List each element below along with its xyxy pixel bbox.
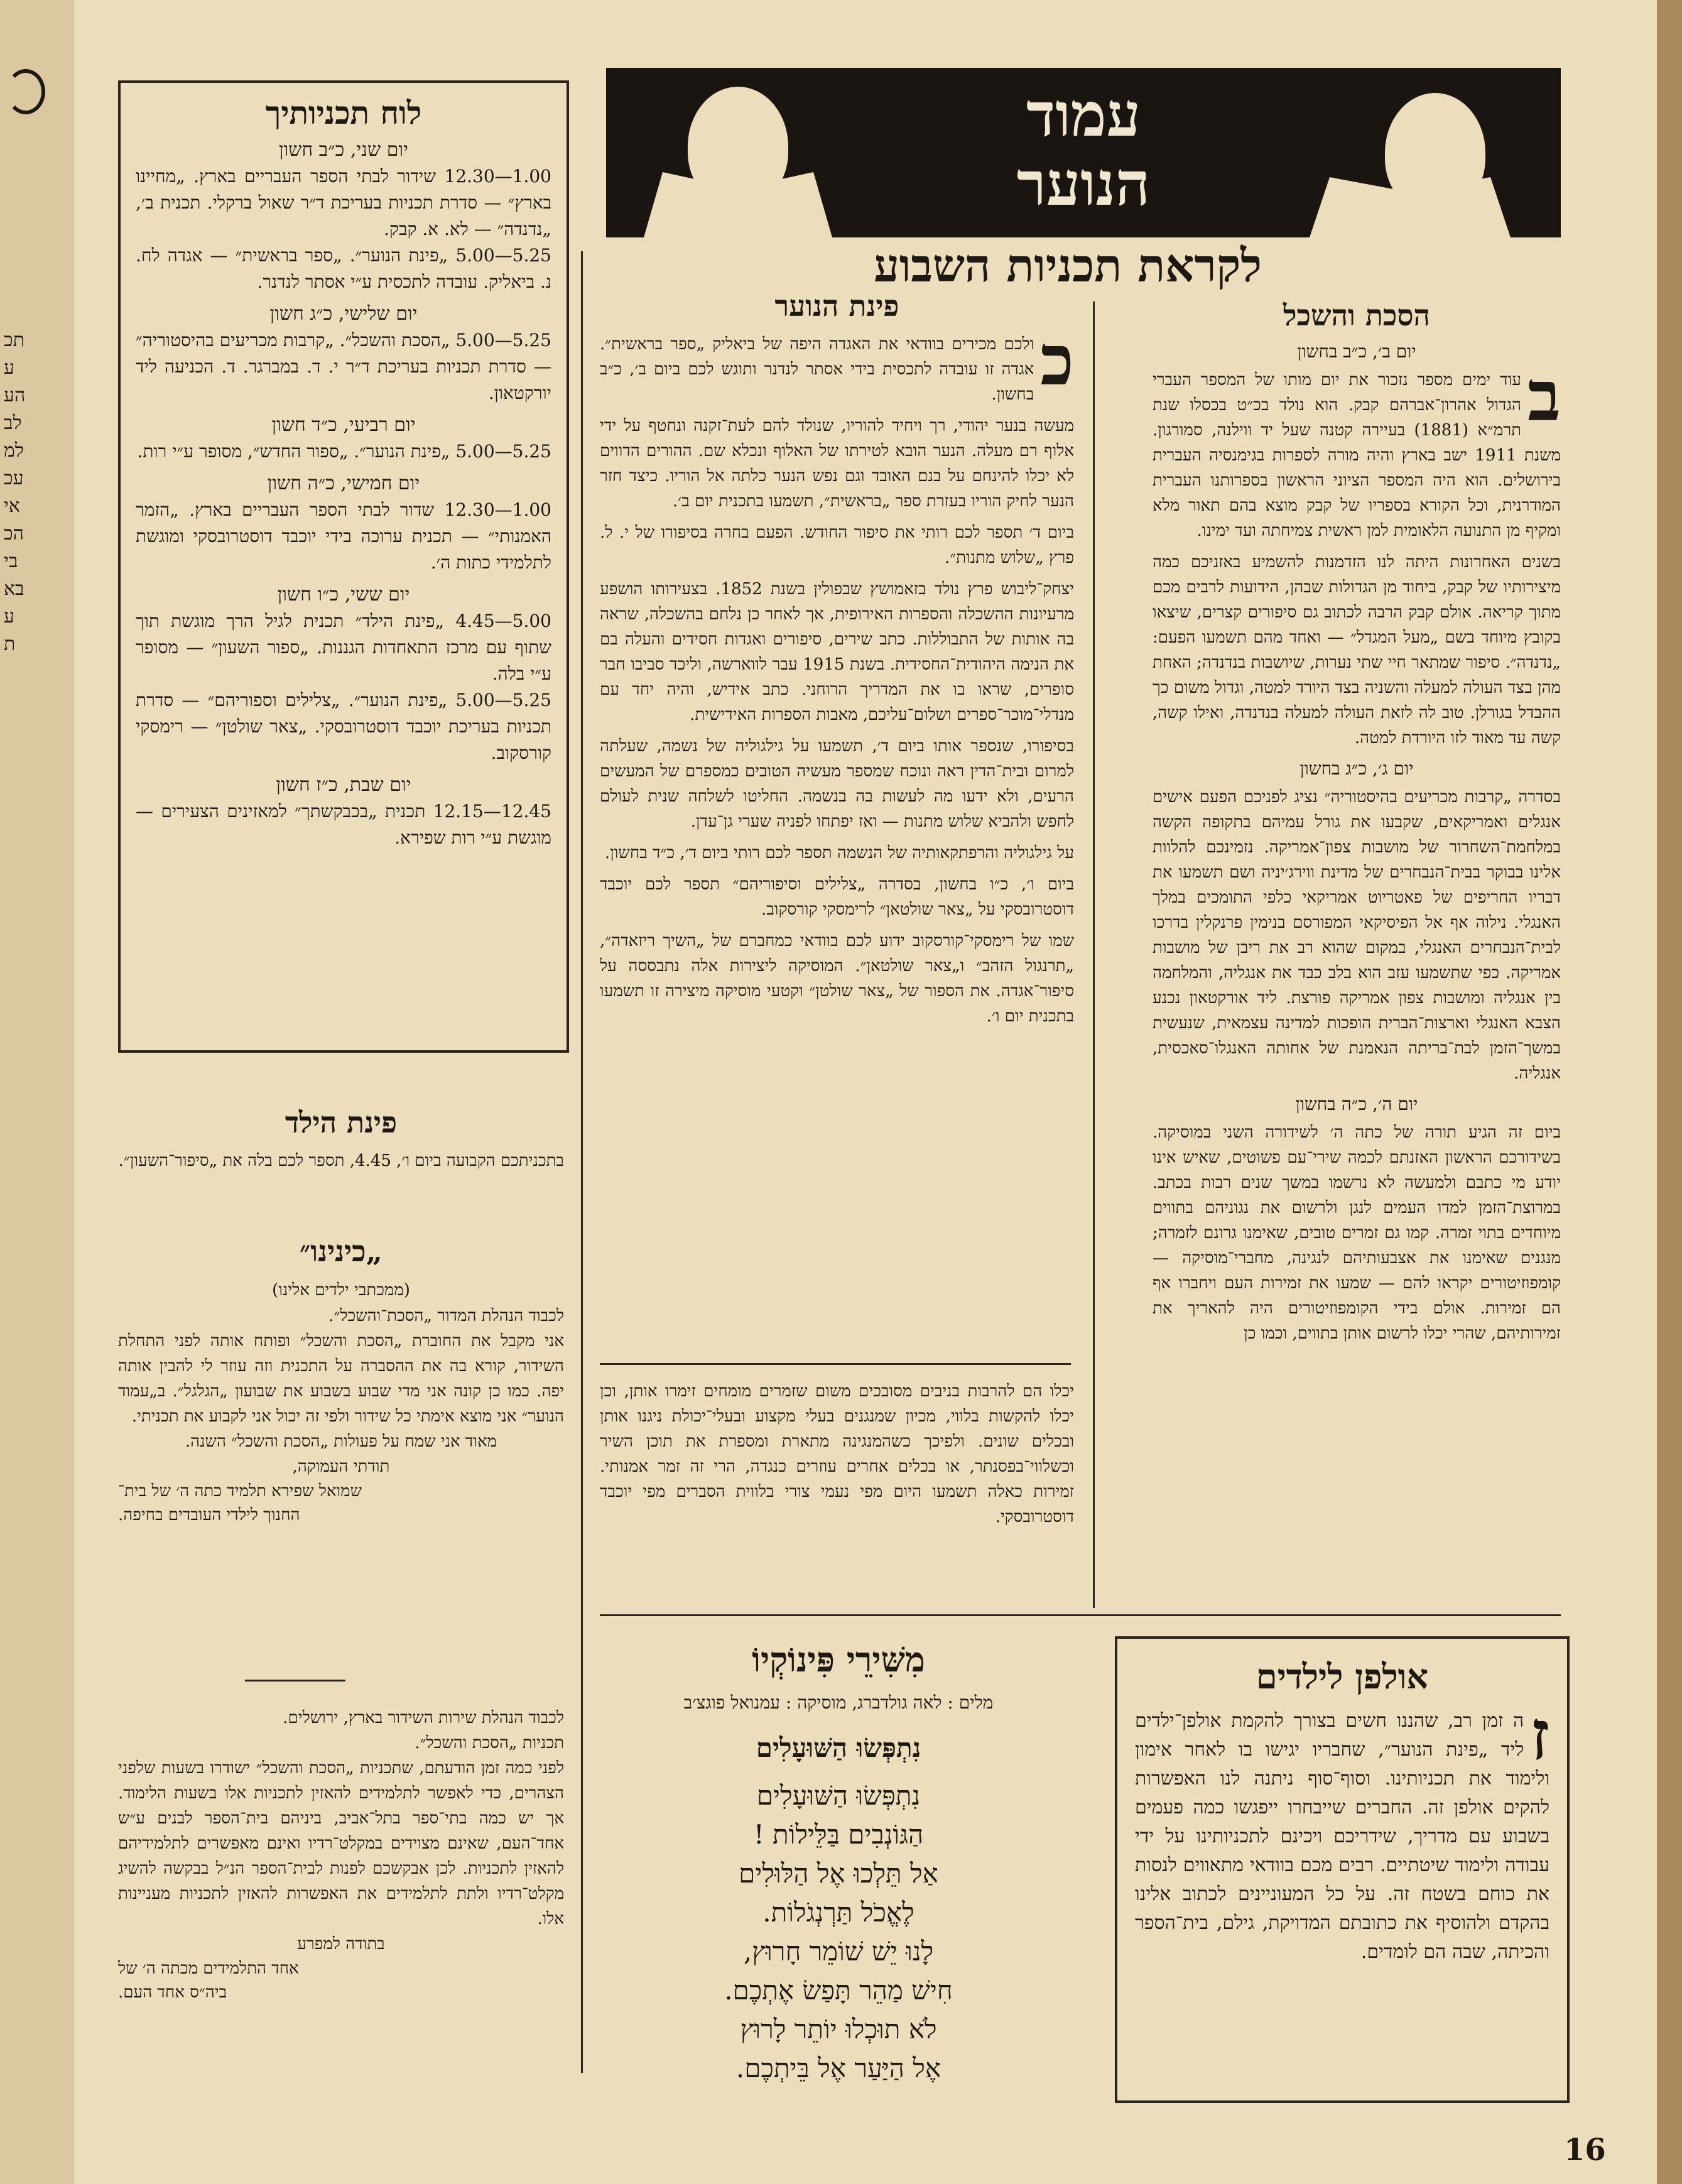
main-title: לקראת תכניות השבוע xyxy=(874,239,1262,292)
letter1-sig-line2: החנוך לילדי העובדים בחיפה. xyxy=(118,1506,300,1524)
schedule-day-heading: יום חמישי, כ״ה חשון xyxy=(267,472,420,494)
letter1-thanks: תודתי העמוקה, xyxy=(292,1457,390,1476)
prev-page-fragment: לב xyxy=(4,412,22,434)
letters-subheading: (ממכתבי ילדים אלינו) xyxy=(272,1281,410,1300)
schedule-day-heading: יום רביעי, כ״ד חשון xyxy=(271,414,416,436)
schedule-item: 1.00—12.30 שדור לבתי הספר העבריים בארץ. „הזמר האמנותי״ — תכנית ערוכה בידי יוכבד דוסטרובסקי ומוגשת לתלמידי כתות ה׳. xyxy=(136,499,551,573)
prev-page-fragment: הכ xyxy=(4,523,24,545)
letter2 xyxy=(118,1705,564,2004)
prev-page-fragment: עכ xyxy=(4,467,24,489)
child-corner xyxy=(118,1106,564,1173)
prev-page-fragment: ע xyxy=(4,357,14,379)
music-divider xyxy=(600,1363,1071,1365)
lecture-day-1: יום ב׳, כ״ב בחשון xyxy=(1297,341,1416,362)
music-continuation xyxy=(600,1379,1074,1536)
prev-page-fragment: ע xyxy=(4,606,14,627)
lecture-paragraph-3: בסדרה „קרבות מכריעים בהיסטוריה״ נציג לפניכם הפעם אישים אנגלים ואמריקאים, שקבעו את גורל עמיהם בתקופה הקשה במלחמת־השחרור של מושבות צפון־אמריקה. נזמינכם להלוות אלינו בבוקר בבית־הנבחרים של מדינת ווירג׳יניה ושם תשמעו את דבריו החריפים של פאטריוט אמריקאי כלפי התומכים במלך האנגלי. נילוה אף אל הפיסיקאי המפורסם בנימין פרנקלין בדרכו לבית־הנבחרים האנגלי, במקום שהוא רב את ריבן של מושבות אמריקה. כפי שתשמעו עזב הוא בלב כבד את אנגליה, והמלחמה בין אנגליה ומושבות צפון אמריקה פורצת. ליד אורקטאון נכנע הצבא האנגלי וארצות־הברית הופכות למדינה עצמאית, שנעשית במשך־הזמן לבת־בריתה הנאמנת של אחותה האנגלו־סאכסית, אנגליה. xyxy=(1153,788,1561,1083)
schedule-title: לוח תכניותיך xyxy=(265,94,422,131)
letter1-close: מאוד אני שמח על פעולות „הסכת והשכל״ השנה. xyxy=(185,1432,497,1451)
youth-paragraph-4: יצחק־ליבוש פרץ נולד בזאמושץ שבפולין בשנת 1852. בצעירותו הושפע מרעיונות ההשכלה והספרות האירופית, אך לאחר כן נלחם בהשכלה, שראה בה אותות של התבוללות. כתב שירים, סיפורים ואגדות חסידים והעלה בם את הנימה היהודית־החסידית. בשנת 1915 עבר לווארשה, וליכד סביבו חבר סופרים, שראו בו את המדריך הרוחני. כתב אידיש, והיה יחד עם מנדלי־מוכר־ספרים ושלום־עליכם, מאבות הספרות האידישית. xyxy=(600,580,1074,724)
lecture-paragraph-2: בשנים האחרונות היתה לנו הזדמנות להשמיע באזניכם כמה מיצירותיו של קבק, ביחוד מן הגדולות שבהן, הידועות לרבים מכם מתוך קריאה. אולם קבק הרבה לכתוב גם סיפורים קצרים, שיצאו בקובץ מיוחד בשם „מעל המגדל״ — ואחד מהם תשמעו הפעם: „נדנדה״. סיפור שמתאר חיי שתי נערות, שיושבות בנדנדה; האחת מהן בצד העולה למעלה והשניה בצד היורד למטה, וגדול משום כך ההבדל בגורלן. טוב לה לזאת העולה למעלה בנדנדה, ואילו קשה, קשה עד מאוד לזו היורדת למטה. xyxy=(1153,553,1561,747)
lecture-drop-letter: ב xyxy=(1527,356,1561,437)
letters-section xyxy=(118,1234,564,1527)
letter1-sig-line1: שמואל שפירא תלמיד כתה ה׳ של בית־ xyxy=(118,1482,362,1501)
prev-page-fragment: ת xyxy=(4,633,16,655)
poem-line: חִישׁ מַהֵר תָּפַשׂ אֶתְכֶם. xyxy=(724,1975,953,2006)
ulpan-text: ה זמן רב, שהננו חשים בצורך להקמת אולפן־ילדים ליד „פינת הנוער״, שחבריו יגישו בו לאחר אימון ולימוד את תכניותינו. וסוף־סוף ניתנה לנו האפשרות להקים אולפן זה. החברים שייבחרו ייפגשו כמה פעמים בשבוע עם מדריך, שידריכם ויכינם לתכניותינו על ידי עבודה ולימוד שיטתיים. רבים מכם בוודאי מתאווים לנסות את כוחם בשטח זה. על כל המעוניינים לכתוב אלינו בהקדם ולהוסיף את כתובתם המדויקת, גילם, בית־הספר והכיתה, שבה הם לומדים. xyxy=(1135,1710,1549,1963)
letters-divider xyxy=(245,1680,345,1681)
youth-paragraph-9: יכלו הם להרבות בניבים מסובכים משום שזמרים מומחים זימרו אותן, וכן יכלו להקשות בלווי, מכיון שמנגנים בעלי מקצוע ובעלי־יכולת ניגנו אותן ובכלים שונים. ולפיכך כשהמנגינה מתארת ומספרת את תוכן השיר וכשלווי־בפסנתר, או בכלים אחרים עוזרים כנגדה, הרי זה זמר אמנותי. זמירות כאלה תשמעו היום מפי נעמי צורי בלווית הסברים מפי יוכבד דוסטרובסקי. xyxy=(600,1382,1074,1526)
prev-page-fragment: בא xyxy=(4,578,24,600)
letter2-sig-line1: אחד התלמידים מכתה ה׳ של xyxy=(118,1959,299,1978)
schedule-item: 12.45—12.15 תכנית „בכבקשתך״ למאזינים הצעירים — מוגשת ע״י רות שפירא. xyxy=(136,801,551,848)
schedule-item: 5.25—5.00 „הסכת והשכל״. „קרבות מכריעים בהיסטוריה״ — סדרת תכניות בעריכת ד״ר י. ד. במברגר. ד. הכניעה ליד יורקטאון. xyxy=(136,330,551,403)
schedule-box xyxy=(118,80,569,1053)
youth-paragraph-3: ביום ד׳ תספר לכם רותי את סיפור החודש. הפעם בחרה בסיפורו של י. ל. פרץ „שלוש מתנות״. xyxy=(600,523,1074,567)
banner-title xyxy=(952,80,1215,219)
schedule-item: 5.25—5.00 „פינת הנוער״. „ספור החדש״, מסופר ע״י רות. xyxy=(137,441,551,462)
youth-paragraph-1: ולכם מכירים בוודאי את האגדה היפה של ביאליק „ספר בראשית״. אגדה זו עובדה לתכסית בידי אסתר לנדנר ותוגש לכם ביום ב׳, כ״ב בחשון. xyxy=(600,335,1034,404)
lecture-paragraph-4: ביום זה הגיע תורה של כתה ה׳ לשידורה השני במוסיקה. בשידורכם הראשון האזנתם לכמה שירי־עם פשוטים, שאיש אינו יודע מי כתבם ולמעשה לא נרשמו במשך שנים רבות בכתב. במרוצת־הזמן למדו העמים לנגן ולרשום את נגוניהם בתווים מיוחדים בתוי זמרה. קמו גם זמרים טובים, שאימנו גרונם לזמרה; מנגנים שאימנו את אצבעותיהם לנגינה, מחברי־מוסיקה — קומפוזיטורים יקראו להם — שמעו את זמירות העם ויחברו אף הם זמירות. אולם בידי הקומפוזיטורים היה להאריך את זמירותיהם, שהרי יכלו לרשום אותן בתווים, וכמו כן xyxy=(1153,1123,1561,1343)
lecture-column xyxy=(1153,298,1561,1352)
youth-paragraph-2: מעשה בנער יהודי, רך ויחיד להוריו, שנולד להם לעת־זקנה ונחטף על ידי אלוף רם מעלה. הנער הובא לטירתו של האלוף ונכלא שם. ההורים הדווים לא יכלו להינחם על בנם האובד וגם נפש הנער כלתה אל הוריו. כיצד חזר הנער לחיק הוריו בעזרת ספר „בראשית״, תשמעו בתכנית יום ב׳. xyxy=(600,416,1074,511)
schedule-item: 5.25—5.00 „פינת הנוער״. „ספר בראשית״ — אגדה לח. נ. ביאליק. עובדה לתכסית ע״י אסתר לנדנר. xyxy=(136,245,551,292)
prev-page-fragment: תכ xyxy=(4,329,24,351)
poem-lines xyxy=(600,1776,1077,2088)
letter2-body: לפני כמה זמן הודעתם, שתכניות „הסכת והשכל״ ישודרו בשעות שלפני הצהרים, כדי לאפשר לתלמידים להאזין לתכניות אלו בשעות הלימוד. אך יש כמה בתי־ספר בתל־אביב, ביניהם בית־הספר לבנים ע״ש אחד־העם, שאינם מצוידים במקלט־רדיו ואינם מאפשרים לתלמידיהם להאזין לתכניות. לכן אבקשכם לפנות לבית־הספר הנ״ל בבקשה להשיג מקלט־רדיו ולתת לתלמידים את האפשרות להאזין לתכניות מעניינות אלו. xyxy=(118,1759,564,1928)
child-corner-text: בתכניתכם הקבועה ביום ו׳, 4.45, תספר לכם בלה את „סיפור־השעון״. xyxy=(118,1151,564,1170)
lecture-day-3: יום ה׳, כ״ה בחשון xyxy=(1295,1094,1418,1114)
lecture-heading: הסכת והשכל xyxy=(1283,298,1430,332)
letter2-to2: תכניות „הסכת והשכל״. xyxy=(415,1734,564,1752)
binding-edge xyxy=(1657,0,1682,2184)
pinocchio-poem xyxy=(600,1639,1077,2088)
lecture-day-2: יום ג׳, כ״ג בחשון xyxy=(1299,758,1414,779)
column-divider-middle xyxy=(1093,302,1095,1608)
poem-line: לֶאֱכֹל תַּרְנְגֹלוֹת. xyxy=(762,1897,914,1928)
schedule-days xyxy=(121,139,567,851)
letter2-thanks: בתודה למפרע xyxy=(297,1935,385,1953)
schedule-item: 5.25—5.00 „פינת הנוער״. „צלילים וספוריהם״ — סדרת תכניות בעריכת יוכבד דוסטרובסקי. „צאר שולטן״ — רימסקי קורסקוב. xyxy=(136,690,551,763)
poem-line: אֶל הַיַּעַר אֶל בֵּיתְכֶם. xyxy=(735,2053,941,2083)
lecture-paragraph-1: עוד ימים מספר נזכור את יום מותו של המספר העברי הגדול אהרון־אברהם קבק. הוא נולד בכ״ט בכסלו שנת תרמ״א (1881) בעיירה קטנה שעל יד ווילנה, סמורגון. משנת 1911 ישב בארץ והיה מורה לספרות בגימנסיה העברית בירושלים. הוא היה המספר הציוני הראשון בספרותנו העברית המודרנית, וכל הקורא בספריו של קבק מוצא בהם תאור מלא ומקיף מן התנועה הלאומית למן ראשית צמיחתה ועד ימינו. xyxy=(1153,371,1561,540)
poem-title: מִשִּׁירֵי פִּינוֹקְיוֹ xyxy=(752,1639,925,1680)
poem-line: לֹא תוּכְלוּ יוֹתֵר לָרוּץ xyxy=(740,2014,937,2045)
ulpan-drop-letter: ז xyxy=(1530,1695,1549,1776)
bottom-section-divider xyxy=(600,1614,1561,1616)
poem-subtitle: נִתְפְּשׂוּ הַשּׁוּעָלִים xyxy=(756,1732,921,1763)
schedule-item: 5.00—4.45 „פינת הילד״ תכנית לגיל הרך מוגשת תוך שתוף עם מרכז התאחדות הגננות. „ספור השעון״ — מסופר ע״י בלה. xyxy=(136,611,551,684)
youth-corner-heading: פינת הנוער xyxy=(774,289,899,323)
letters-heading: „כינינו״ xyxy=(299,1234,383,1268)
schedule-day-heading: יום ששי, כ״ו חשון xyxy=(277,584,410,606)
youth-paragraph-8: שמו של רימסקי־קורסקוב ידוע לכם בוודאי כמחברם של „השיך ריזאדה״, „תרנגול הזהב״ ו„צאר שולטאן״. המוסיקה ליצירות אלה נתבססה על סיפור־אגדה. את הספור של „צאר שולטן״ וקטעי מוסיקה מיצירה זו תשמעו בתכנית יום ו׳. xyxy=(600,932,1074,1026)
letter1-body: אני מקבל את החוברת „הסכת והשכל״ ופותח אותה לפני התחלת השידור, קורא בה את ההסברה על התכנית וזה עוזר לי להבין אותה יפה. כמו כן קונה אני מדי שבוע בשבוע את שבועון „הגלגל״. ב„עמוד הנוער״ אני מוצא אימתי כל שידור ולפי זה יכול אני לקבוע את תכניתי. xyxy=(118,1332,564,1426)
child-corner-heading: פינת הילד xyxy=(285,1106,398,1139)
prev-page-fragment: בי xyxy=(4,550,18,572)
banner-title-line1: עמוד xyxy=(1026,79,1141,150)
banner-title-line2: הנוער xyxy=(1016,148,1151,219)
prev-page-fragment: אי xyxy=(4,495,20,517)
ulpan-heading: אולפן לילדים xyxy=(1256,1656,1429,1697)
letter1-to: לכבוד הנהלת המדור „הסכת־והשכל״. xyxy=(328,1307,564,1325)
previous-page-edge xyxy=(0,0,74,2184)
prev-page-fragment: הע xyxy=(4,384,26,406)
poem-credits: מלים : לאה גולדברג, מוסיקה : עמנואל פוגצ׳ב xyxy=(683,1692,994,1713)
youth-paragraph-7: ביום ו׳, כ״ו בחשון, בסדרה „צלילים וסיפוריהם״ תספר לכם יוכבד דוסטרובסקי על „צאר שולטאן״ לרימסקי קורסקוב. xyxy=(600,875,1074,919)
schedule-item: 1.00—12.30 שידור לבתי הספר העבריים בארץ. „מחיינו בארץ״ — סדרת תכניות בעריכת ד״ר שאול ברקלי. תכנית ב׳, „נדנדה״ — לא. א. קבק. xyxy=(136,166,551,239)
letter2-sig-line2: ביה״ס אחד העם. xyxy=(118,1983,227,2002)
prev-page-ornament xyxy=(6,69,45,114)
letter2-to1: לכבוד הנהלת שירות השידור בארץ, ירושלים. xyxy=(283,1709,564,1727)
prev-page-text xyxy=(4,327,67,658)
youth-paragraph-6: על גילגוליה והרפתקאותיה של הנשמה תספר לכם רותי ביום ד׳, כ״ד בחשון. xyxy=(604,844,1074,862)
schedule-day-heading: יום שלישי, כ״ג חשון xyxy=(269,303,418,325)
youth-corner-column xyxy=(600,289,1074,1035)
column-divider-left xyxy=(581,251,583,2073)
prev-page-fragment: למ xyxy=(4,440,24,462)
schedule-day-heading: יום שבת, כ״ז חשון xyxy=(276,774,411,796)
poem-line: אַל תֵּלְכוּ אֶל הַלּוּלִים xyxy=(739,1858,938,1889)
schedule-day-heading: יום שני, כ״ב חשון xyxy=(278,139,409,161)
children-ulpan-box xyxy=(1115,1636,1570,2103)
youth-page-banner xyxy=(606,68,1561,237)
poem-line: הַגּוֹנְבִים בַּלֵּילוֹת ! xyxy=(753,1819,924,1850)
youth-paragraph-5: בסיפורו, שנספר אותו ביום ד׳, תשמעו על גילגוליה של נשמה, שעלתה למרום ובית־הדין ראה ונוכח שמספר מעשיה הטובים כמספרם של המעשים הרעים, ולא ידעו מה לעשות בה בנשמה. החליטו לשלחה שנית לעולם לחפש ולהביא שלוש מתנות — ואז יפתחו לפניה שערי גן־עדן. xyxy=(600,737,1074,831)
poem-line: נִתְפְּשׂוּ הַשּׁוּעָלִים xyxy=(756,1780,921,1811)
page-number: 16 xyxy=(1564,2132,1606,2168)
poem-line: לָנוּ יֵשׁ שׁוֹמֵר חָרוּץ, xyxy=(743,1936,934,1967)
youth-drop-letter: כ xyxy=(1040,320,1074,401)
